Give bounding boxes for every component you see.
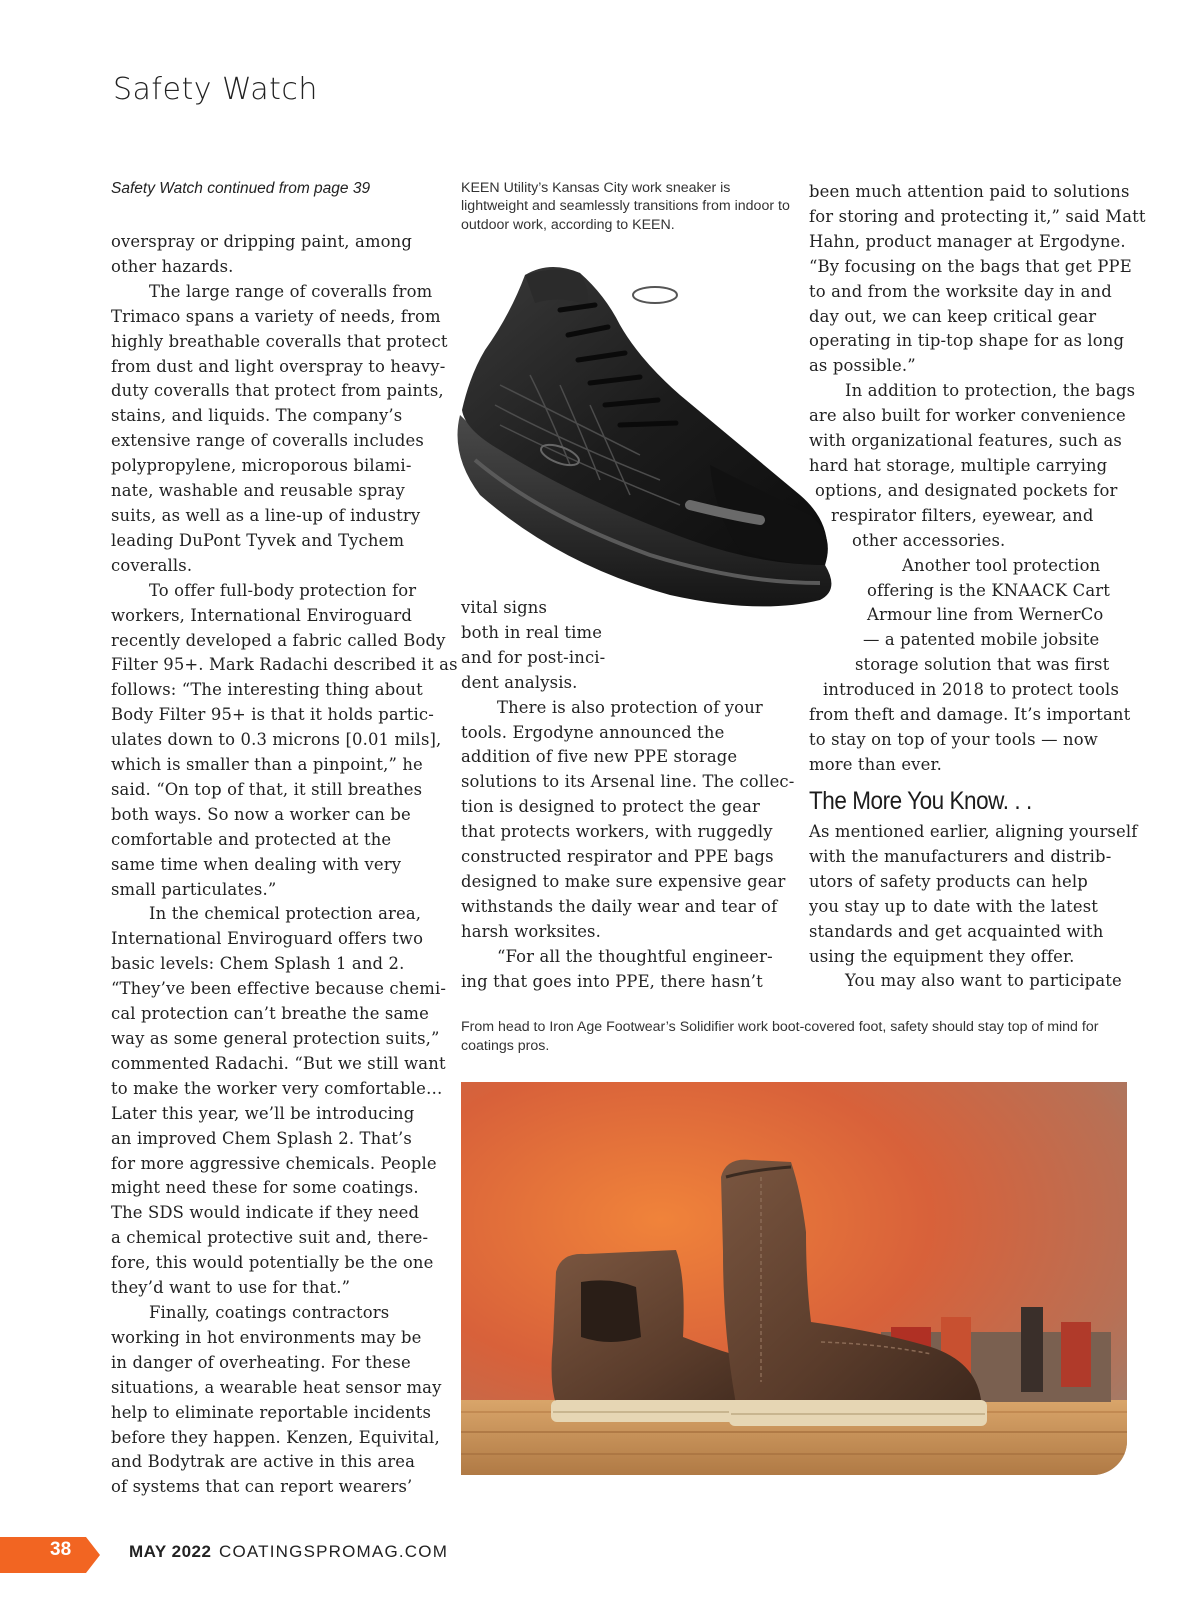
text-line: Filter 95+. Mark Radachi described it as — [111, 655, 458, 675]
text-line: “For all the thoughtful engineer- — [497, 946, 773, 966]
text-line: respirator filters, eyewear, and — [831, 505, 1094, 525]
issue-date: MAY 2022 — [129, 1542, 212, 1561]
text-line: options, and designated pockets for — [815, 480, 1118, 500]
text-line: — a patented mobile jobsite — [863, 630, 1100, 650]
text-line: more than ever. — [809, 754, 942, 774]
text-line: to and from the worksite day in and — [809, 281, 1112, 301]
text-line: duty coveralls that protect from paints, — [111, 381, 444, 401]
text-line: situations, a wearable heat sensor may — [111, 1377, 442, 1397]
text-line: been much attention paid to solutions — [809, 182, 1130, 201]
text-line: to stay on top of your tools — now — [809, 729, 1098, 749]
text-line: follows: “The interesting thing about — [111, 680, 423, 700]
text-line: Another tool protection — [902, 555, 1101, 575]
text-line: International Enviroguard offers two — [111, 929, 424, 949]
text-line: As mentioned earlier, aligning yourself — [809, 822, 1138, 841]
text-line: Finally, coatings contractors — [149, 1302, 390, 1322]
text-line: fore, this would potentially be the one — [111, 1253, 434, 1273]
text-line: Body Filter 95+ is that it holds partic- — [111, 705, 434, 725]
text-line: highly breathable coveralls that protect — [111, 331, 448, 351]
magazine-website: COATINGSPROMAG.COM — [219, 1542, 449, 1561]
text-line: withstands the daily wear and tear of — [461, 896, 778, 916]
text-line: said. “On top of that, it still breathes — [111, 779, 423, 799]
text-line: a chemical protective suit and, there- — [111, 1228, 429, 1248]
text-line: to make the worker very comfortable… — [111, 1078, 443, 1098]
text-line: storage solution that was first — [855, 655, 1110, 675]
text-line: with the manufacturers and distrib- — [809, 846, 1112, 866]
article-column-2 — [461, 596, 795, 995]
continued-note: Safety Watch continued from page 39 — [111, 180, 371, 197]
page-number: 38 — [50, 1539, 72, 1560]
text-line: harsh worksites. — [461, 921, 601, 941]
text-line: constructed respirator and PPE bags — [461, 847, 774, 867]
text-line: cal protection can’t breathe the same — [111, 1004, 429, 1024]
text-line: Hahn, product manager at Ergodyne. — [809, 231, 1126, 251]
text-line: commented Radachi. “But we still want — [111, 1053, 446, 1073]
text-line: tools. Ergodyne announced the — [461, 722, 725, 742]
text-line: they’d want to use for that.” — [111, 1278, 351, 1298]
text-line: might need these for some coatings. — [111, 1178, 419, 1198]
text-line: an improved Chem Splash 2. That’s — [111, 1128, 412, 1148]
text-line: You may also want to participate — [845, 971, 1122, 991]
text-line: recently developed a fabric called Body — [111, 630, 446, 650]
text-line: and Bodytrak are active in this area — [111, 1452, 415, 1472]
photo-caption-iron-age: From head to Iron Age Footwear’s Solidifier work boot-covered foot, safety should stay top of mind for coatings pros. — [461, 1019, 1099, 1054]
text-line: working in hot environments may be — [111, 1327, 422, 1347]
text-line: Trimaco spans a variety of needs, from — [111, 306, 441, 326]
text-line: In the chemical protection area, — [149, 904, 422, 924]
text-line: comfortable and protected at the — [111, 829, 392, 849]
section-title: Safety Watch — [113, 72, 318, 107]
text-line: polypropylene, microporous bilami- — [111, 456, 412, 476]
text-line: both ways. So now a worker can be — [111, 804, 411, 824]
text-line: same time when dealing with very — [111, 854, 402, 874]
text-line: Later this year, we’ll be introducing — [111, 1103, 415, 1123]
text-line: overspray or dripping paint, among — [111, 232, 413, 251]
text-line: “They’ve been effective because chemi- — [111, 979, 447, 999]
text-line: which is smaller than a pinpoint,” he — [111, 755, 423, 775]
text-line: In addition to protection, the bags — [845, 381, 1136, 401]
text-line: The SDS would indicate if they need — [111, 1203, 420, 1223]
article-column-1 — [111, 230, 458, 1500]
text-line: day out, we can keep critical gear — [809, 306, 1097, 326]
text-line: with organizational features, such as — [809, 431, 1122, 451]
text-line: other hazards. — [111, 256, 234, 276]
text-line: offering is the KNAACK Cart — [867, 580, 1110, 600]
text-line: To offer full-body protection for — [149, 580, 417, 600]
text-line: utors of safety products can help — [809, 871, 1088, 891]
text-line: in danger of overheating. For these — [111, 1352, 411, 1372]
text-line: standards and get acquainted with — [809, 921, 1104, 941]
text-line: other accessories. — [852, 530, 1006, 550]
text-line: solutions to its Arsenal line. The collec- — [461, 772, 795, 792]
text-line: both in real time — [461, 622, 603, 642]
photo-caption-keen: KEEN Utility’s Kansas City work sneaker is lightweight and seamlessly transitions from indoor to outdoor work, according to KEEN. — [461, 180, 790, 233]
text-line: using the equipment they offer. — [809, 946, 1075, 966]
text-line: coveralls. — [111, 555, 193, 575]
iron-age-boots-image — [461, 1082, 1127, 1475]
text-line: small particulates.” — [111, 879, 277, 899]
text-line: operating in tip-top shape for as long — [809, 331, 1125, 351]
text-line: leading DuPont Tyvek and Tychem — [111, 530, 405, 550]
text-line: before they happen. Kenzen, Equivital, — [111, 1427, 440, 1447]
text-line: extensive range of coveralls includes — [111, 431, 424, 451]
text-line: Armour line from WernerCo — [867, 605, 1104, 625]
text-line: hard hat storage, multiple carrying — [809, 455, 1108, 475]
article-column-3 — [809, 180, 1146, 778]
text-line: ing that goes into PPE, there hasn’t — [461, 971, 763, 991]
text-line: There is also protection of your — [497, 697, 763, 717]
text-line: as possible.” — [809, 356, 916, 376]
text-line: are also built for worker convenience — [809, 406, 1126, 426]
text-line: of systems that can report wearers’ — [111, 1477, 413, 1497]
text-line: vital signs — [461, 598, 548, 617]
text-line: The large range of coveralls from — [149, 281, 433, 301]
text-line: suits, as well as a line-up of industry — [111, 505, 421, 525]
text-line: that protects workers, with ruggedly — [461, 822, 773, 842]
text-line: tion is designed to protect the gear — [461, 797, 760, 817]
text-line: introduced in 2018 to protect tools — [823, 680, 1119, 700]
text-line: stains, and liquids. The company’s — [111, 406, 403, 426]
text-line: for more aggressive chemicals. People — [111, 1153, 437, 1173]
text-line: dent analysis. — [461, 672, 578, 692]
text-line: help to eliminate reportable incidents — [111, 1402, 432, 1422]
keen-shoe-image — [440, 265, 860, 620]
text-line: from dust and light overspray to heavy- — [111, 356, 446, 376]
article-column-3-continued — [809, 820, 1139, 994]
text-line: you stay up to date with the latest — [809, 896, 1099, 916]
text-line: from theft and damage. It’s important — [809, 705, 1131, 725]
subheading-more-you-know: The More You Know. . . — [809, 787, 1032, 815]
text-line: way as some general protection suits,” — [111, 1029, 440, 1048]
text-line: nate, washable and reusable spray — [111, 481, 405, 501]
text-line: workers, International Enviroguard — [111, 605, 412, 625]
text-line: ulates down to 0.3 microns [0.01 mils], — [111, 730, 442, 750]
text-line: basic levels: Chem Splash 1 and 2. — [111, 954, 405, 974]
text-line: “By focusing on the bags that get PPE — [809, 256, 1132, 276]
text-line: and for post-inci- — [461, 647, 606, 667]
text-line: designed to make sure expensive gear — [461, 871, 786, 891]
text-line: for storing and protecting it,” said Matt — [809, 206, 1146, 226]
text-line: addition of five new PPE storage — [461, 747, 738, 767]
